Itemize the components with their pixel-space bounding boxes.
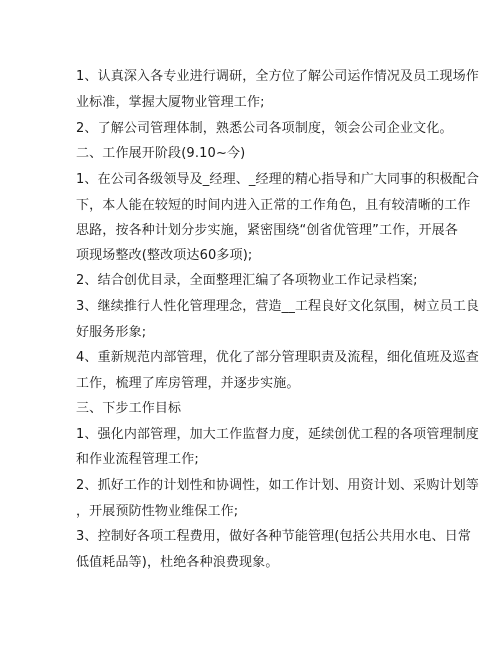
paragraph-line: 1、强化内部管理，加大工作监督力度，延续创优工程的各项管理制度 — [76, 427, 479, 442]
paragraph-line: 工作，梳理了库房管理，并逐步实施。 — [76, 376, 300, 391]
section-heading: 三、下步工作目标 — [76, 401, 182, 416]
paragraph-line: 项现场整改(整改项达60多项); — [76, 248, 253, 263]
paragraph-line: 1、在公司各级领导及_经理、_经理的精心指导和广大同事的积极配合 — [76, 172, 480, 187]
paragraph-line: 2、抓好工作的计划性和协调性，如工作计划、用资计划、采购计划等 — [76, 478, 479, 493]
paragraph-line: 低值耗品等)，杜绝各种浪费现象。 — [76, 555, 279, 570]
paragraph-line: 1、认真深入各专业进行调研，全方位了解公司运作情况及员工现场作 — [76, 69, 479, 84]
paragraph-line: ，开展预防性物业维保工作; — [76, 504, 239, 519]
paragraph-line: 业标准，掌握大厦物业管理工作; — [76, 95, 265, 110]
paragraph-line: 3、控制好各项工程费用，做好各种节能管理(包括公共用水电、日常 — [76, 529, 471, 544]
paragraph-line: 思路，按各种计划分步实施，紧密围绕“创省优管理”工作，开展各 — [76, 223, 458, 238]
paragraph-line: 好服务形象; — [76, 325, 147, 340]
paragraph-line: 3、继续推行人性化管理理念，营造__工程良好文化氛围，树立员工良 — [76, 299, 480, 314]
paragraph-line: 2、了解公司管理体制，熟悉公司各项制度，领会公司企业文化。 — [76, 121, 453, 136]
section-heading: 二、工作展开阶段(9.10~今) — [76, 146, 246, 161]
paragraph-line: 2、结合创优目录，全面整理汇编了各项物业工作记录档案; — [76, 273, 418, 288]
paragraph-line: 下，本人能在较短的时间内进入正常的工作角色，且有较清晰的工作 — [76, 198, 471, 213]
paragraph-line: 4、重新规范内部管理，优化了部分管理职责及流程，细化值班及巡查 — [76, 350, 479, 365]
paragraph-line: 和作业流程管理工作; — [76, 452, 199, 467]
